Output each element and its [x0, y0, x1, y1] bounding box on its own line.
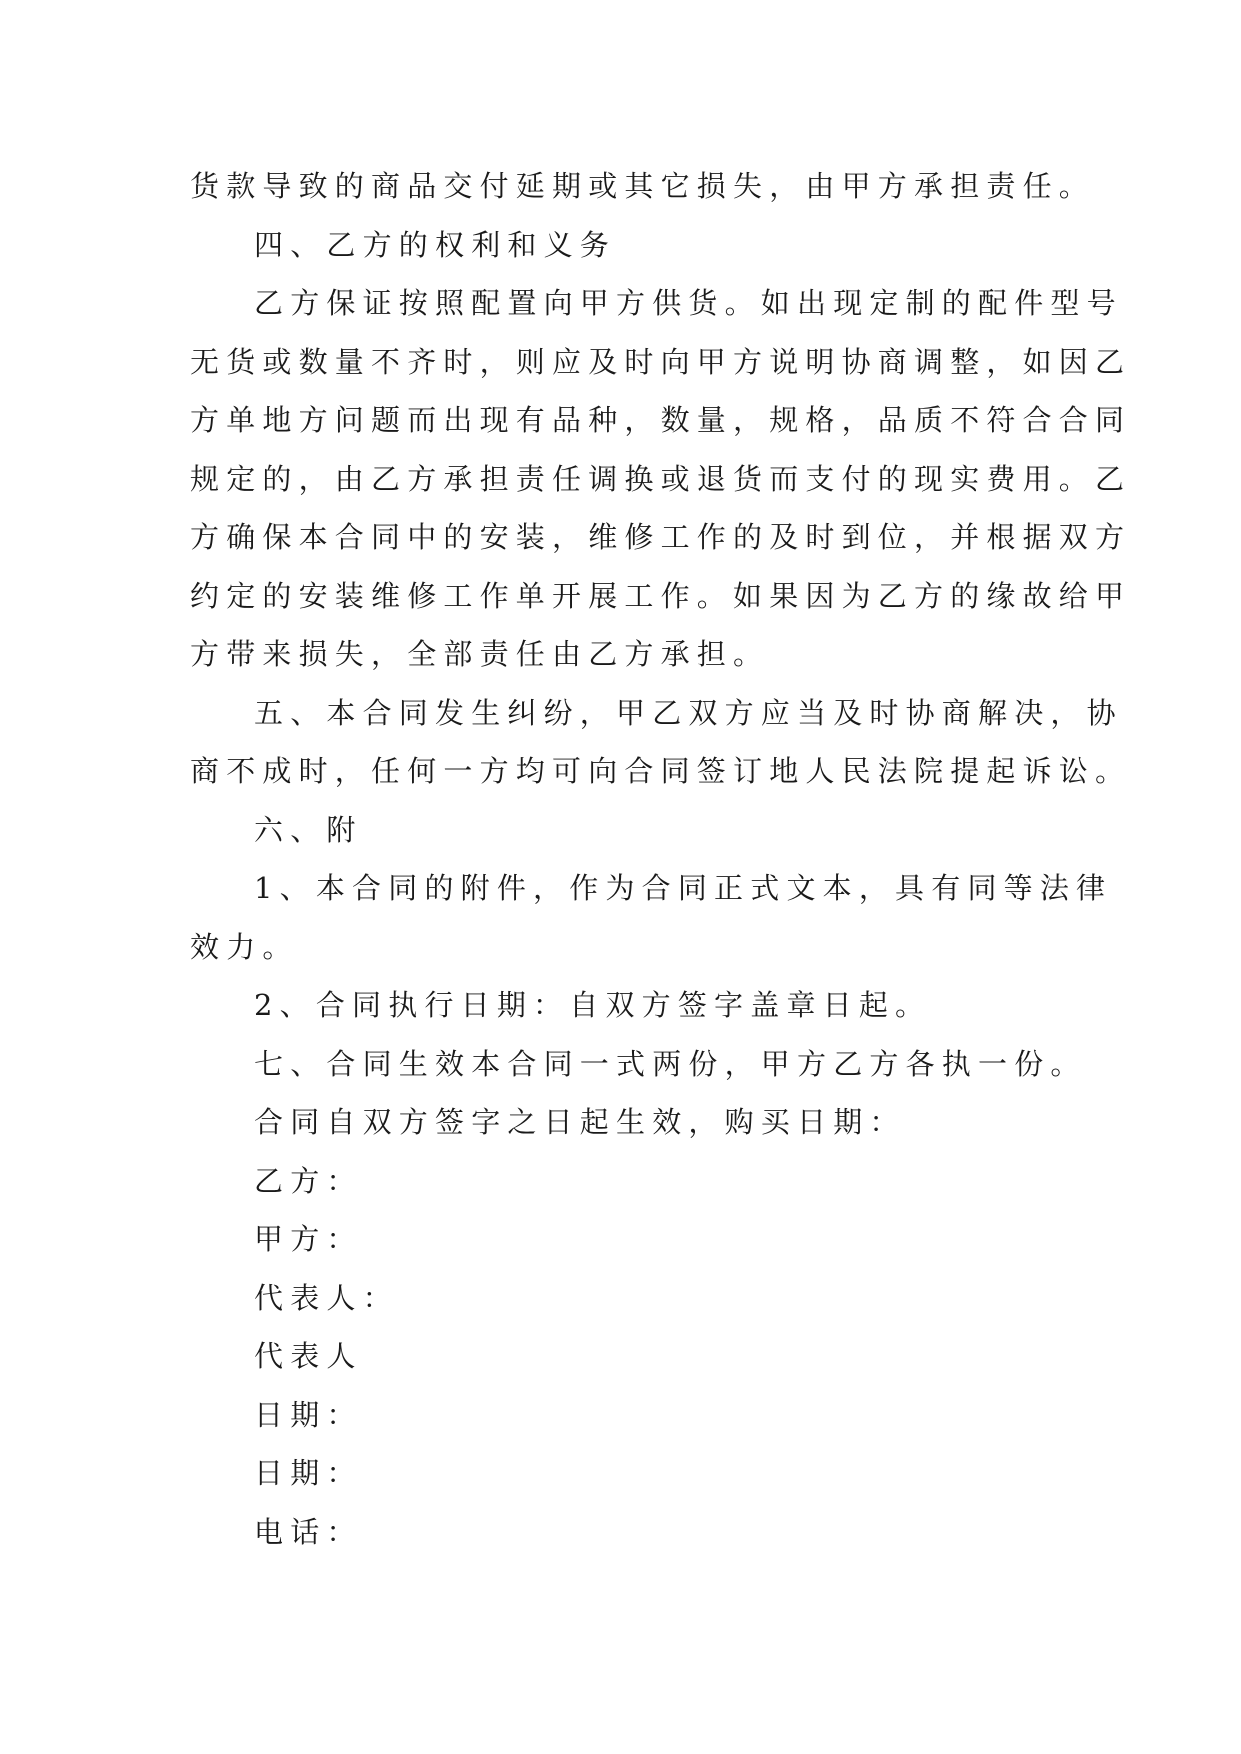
text-line: 合同自双方签字之日起生效，购买日期： — [254, 1105, 906, 1139]
text-line: 规定的，由乙方承担责任调换或退货而支付的现实费用。乙 — [190, 461, 1132, 496]
text-line: 效力。 — [190, 929, 299, 964]
text-line: 方确保本合同中的安装，维修工作的及时到位，并根据双方 — [190, 520, 1132, 554]
text-line: 方带来损失，全部责任由乙方承担。 — [190, 637, 770, 671]
signature-field-party-a: 甲方： — [254, 1222, 363, 1256]
text-line: 商不成时，任何一方均可向合同签订地人民法院提起诉讼。 — [190, 754, 1132, 788]
section-heading-7: 七、合同生效本合同一式两份，甲方乙方各执一份。 — [254, 1046, 1087, 1081]
signature-field-date: 日期： — [254, 1456, 363, 1490]
text-line: 乙方保证按照配置向甲方供货。如出现定制的配件型号 — [254, 286, 1123, 320]
text-line: 2、合同执行日期：自双方签字盖章日起。 — [254, 988, 932, 1022]
signature-field-representative: 代表人 — [254, 1339, 363, 1373]
signature-field-phone: 电话： — [254, 1514, 363, 1549]
signature-field-party-b: 乙方： — [254, 1163, 363, 1198]
signature-field-date: 日期： — [254, 1397, 363, 1432]
text-line: 货款导致的商品交付延期或其它损失，由甲方承担责任。 — [190, 169, 1096, 203]
section-heading-4: 四、乙方的权利和义务 — [254, 227, 617, 262]
text-line: 约定的安装维修工作单开展工作。如果因为乙方的缘故给甲 — [190, 578, 1132, 613]
section-heading-6: 六、附 — [254, 812, 363, 847]
section-heading-5: 五、本合同发生纠纷，甲乙双方应当及时协商解决，协 — [254, 695, 1123, 730]
text-line: 1、本合同的附件，作为合同正式文本，具有同等法律 — [254, 871, 1113, 905]
text-line: 无货或数量不齐时，则应及时向甲方说明协商调整，如因乙 — [190, 344, 1132, 379]
text-line: 方单地方问题而出现有品种，数量，规格，品质不符合合同 — [190, 403, 1132, 437]
signature-field-representative: 代表人： — [254, 1280, 399, 1315]
document-body — [190, 157, 1132, 1561]
